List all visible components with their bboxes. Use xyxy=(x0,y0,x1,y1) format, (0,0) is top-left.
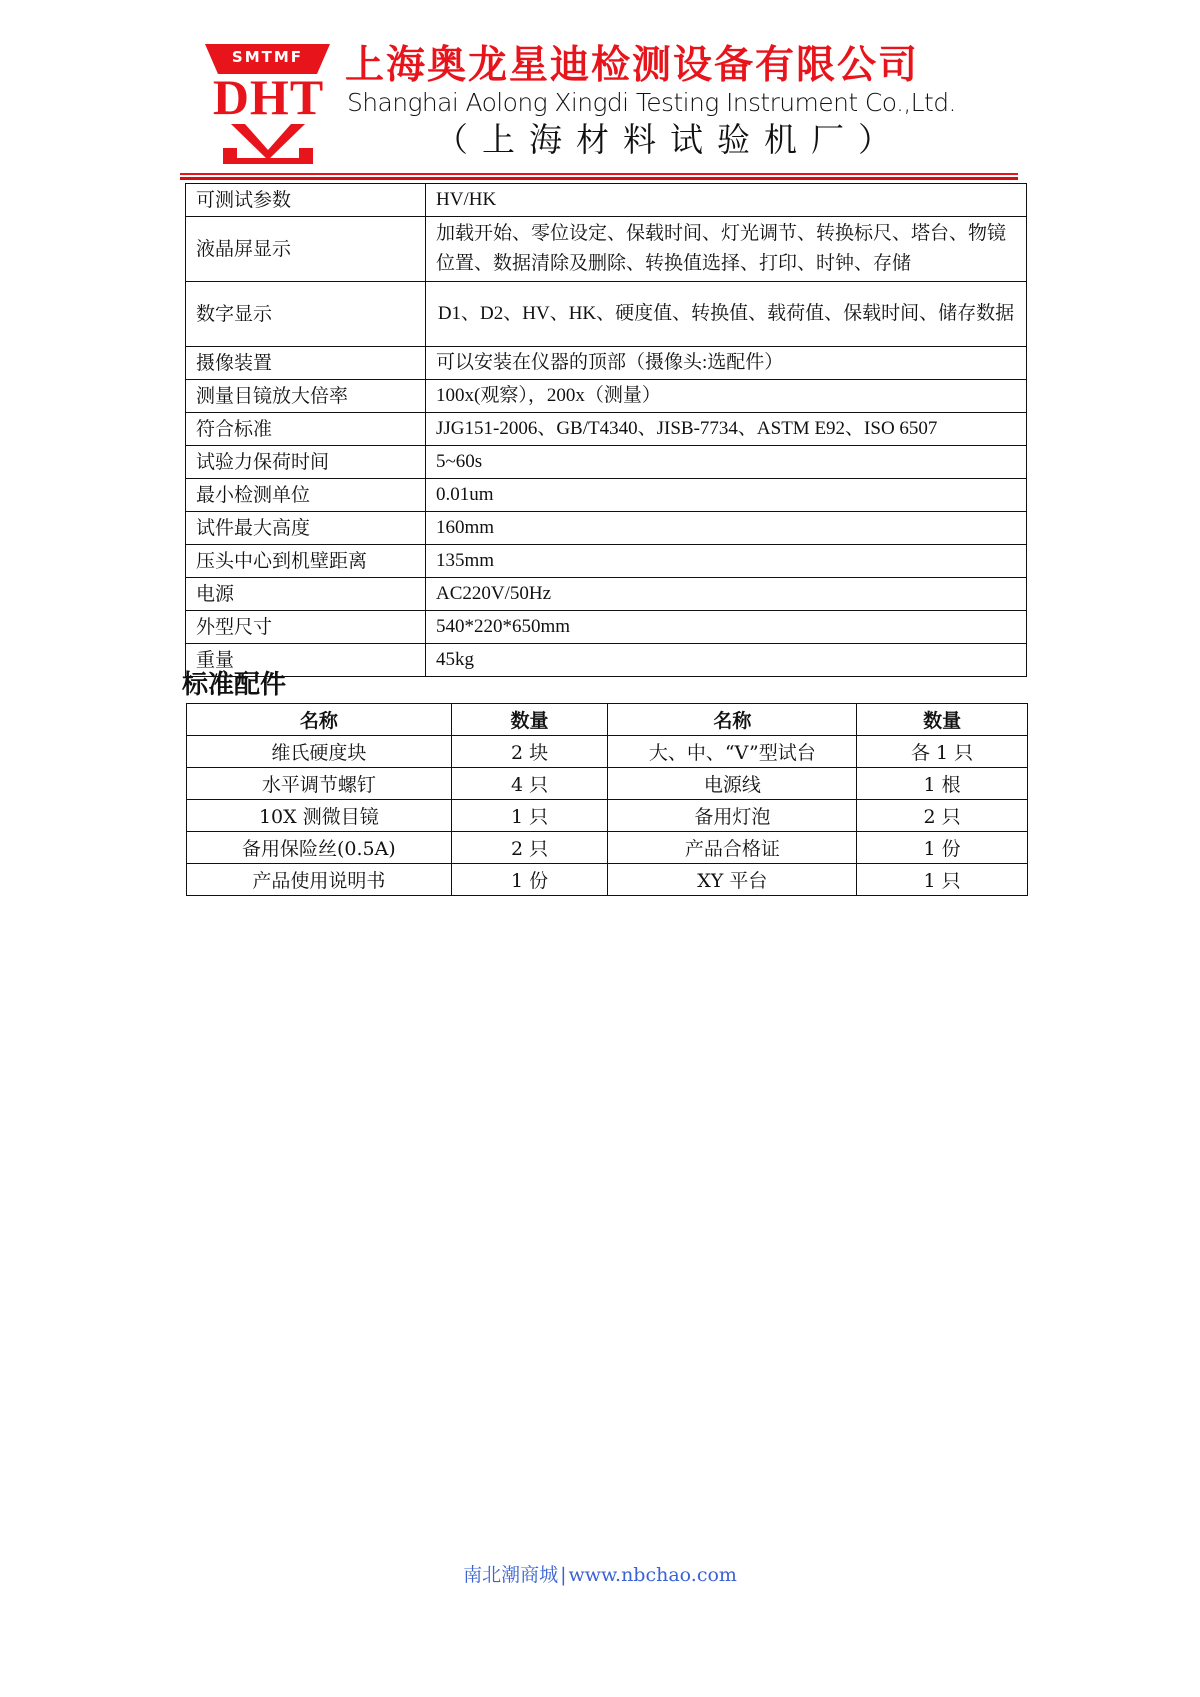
spec-label: 重量 xyxy=(186,644,426,677)
table-row xyxy=(187,768,1028,800)
spec-label: 液晶屏显示 xyxy=(186,217,426,282)
company-subtitle: （上海材料试验机厂） xyxy=(435,120,905,159)
table-row xyxy=(187,736,1028,768)
company-name-en: Shanghai Aolong Xingdi Testing Instrument Co.,Ltd. xyxy=(347,88,956,117)
footer-watermark xyxy=(0,1560,1200,1587)
spec-label: 试验力保荷时间 xyxy=(186,446,426,479)
item-quantity: 2 块 xyxy=(451,736,608,768)
item-name: 产品使用说明书 xyxy=(187,864,452,896)
table-row xyxy=(187,800,1028,832)
table-row xyxy=(186,545,1027,578)
header-divider-thin xyxy=(180,173,1018,175)
spec-label: 符合标准 xyxy=(186,413,426,446)
item-name: 备用灯泡 xyxy=(608,800,857,832)
item-name: 大、中、“V”型试台 xyxy=(608,736,857,768)
table-row xyxy=(186,611,1027,644)
column-header-quantity: 数量 xyxy=(857,704,1028,736)
table-row xyxy=(186,217,1027,282)
table-row xyxy=(186,184,1027,217)
footer-site-name[interactable]: 南北潮商城 xyxy=(463,1564,559,1586)
item-name: 维氏硬度块 xyxy=(187,736,452,768)
item-name: 备用保险丝(0.5A) xyxy=(187,832,452,864)
table-row xyxy=(186,578,1027,611)
spec-value: 0.01um xyxy=(426,479,1027,512)
spec-value: 160mm xyxy=(426,512,1027,545)
spec-value: HV/HK xyxy=(426,184,1027,217)
logo-mark-text: DHT xyxy=(212,69,325,125)
item-quantity: 2 只 xyxy=(451,832,608,864)
item-quantity: 各 1 只 xyxy=(857,736,1028,768)
spec-label: 外型尺寸 xyxy=(186,611,426,644)
table-header-row xyxy=(187,704,1028,736)
item-name: 水平调节螺钉 xyxy=(187,768,452,800)
item-name: 产品合格证 xyxy=(608,832,857,864)
table-row xyxy=(186,380,1027,413)
footer-separator: | xyxy=(560,1564,567,1586)
spec-value: D1、D2、HV、HK、硬度值、转换值、载荷值、保载时间、储存数据 xyxy=(426,282,1027,347)
logo-down-arrow-icon xyxy=(223,124,313,164)
spec-value: 540*220*650mm xyxy=(426,611,1027,644)
spec-label: 压头中心到机壁距离 xyxy=(186,545,426,578)
spec-label: 测量目镜放大倍率 xyxy=(186,380,426,413)
spec-value: 可以安装在仪器的顶部（摄像头:选配件） xyxy=(426,347,1027,380)
item-name: 电源线 xyxy=(608,768,857,800)
accessories-title: 标准配件 xyxy=(182,670,287,700)
spec-label: 数字显示 xyxy=(186,282,426,347)
table-row xyxy=(186,413,1027,446)
item-quantity: 4 只 xyxy=(451,768,608,800)
logo-band-text: SMTMF xyxy=(231,48,304,66)
spec-label: 最小检测单位 xyxy=(186,479,426,512)
column-header-name: 名称 xyxy=(608,704,857,736)
table-row xyxy=(187,832,1028,864)
accessories-table xyxy=(186,703,1028,896)
footer-url-link[interactable]: www.nbchao.com xyxy=(568,1564,737,1586)
table-row xyxy=(186,644,1027,677)
column-header-name: 名称 xyxy=(187,704,452,736)
spec-value: JJG151-2006、GB/T4340、JISB-7734、ASTM E92、ISO 6507 xyxy=(426,413,1027,446)
item-quantity: 1 份 xyxy=(857,832,1028,864)
item-quantity: 1 只 xyxy=(451,800,608,832)
spec-value: 135mm xyxy=(426,545,1027,578)
company-logo xyxy=(205,44,330,162)
table-row xyxy=(187,864,1028,896)
item-quantity: 1 份 xyxy=(451,864,608,896)
item-quantity: 2 只 xyxy=(857,800,1028,832)
item-name: XY 平台 xyxy=(608,864,857,896)
spec-label: 摄像装置 xyxy=(186,347,426,380)
table-row xyxy=(186,282,1027,347)
spec-label: 试件最大高度 xyxy=(186,512,426,545)
spec-table xyxy=(185,183,1027,677)
item-name: 10X 测微目镜 xyxy=(187,800,452,832)
column-header-quantity: 数量 xyxy=(451,704,608,736)
spec-label: 电源 xyxy=(186,578,426,611)
table-row xyxy=(186,347,1027,380)
header-divider-thick xyxy=(180,177,1018,180)
spec-value: 加载开始、零位设定、保载时间、灯光调节、转换标尺、塔台、物镜位置、数据清除及删除、转换值选择、打印、时钟、存储 xyxy=(426,217,1027,282)
item-quantity: 1 根 xyxy=(857,768,1028,800)
table-row xyxy=(186,512,1027,545)
spec-value: 5~60s xyxy=(426,446,1027,479)
spec-value: 45kg xyxy=(426,644,1027,677)
spec-value: 100x(观察），200x（测量） xyxy=(426,380,1027,413)
item-quantity: 1 只 xyxy=(857,864,1028,896)
spec-label: 可测试参数 xyxy=(186,184,426,217)
spec-value: AC220V/50Hz xyxy=(426,578,1027,611)
table-row xyxy=(186,446,1027,479)
company-name-cn: 上海奥龙星迪检测设备有限公司 xyxy=(345,43,920,88)
table-row xyxy=(186,479,1027,512)
